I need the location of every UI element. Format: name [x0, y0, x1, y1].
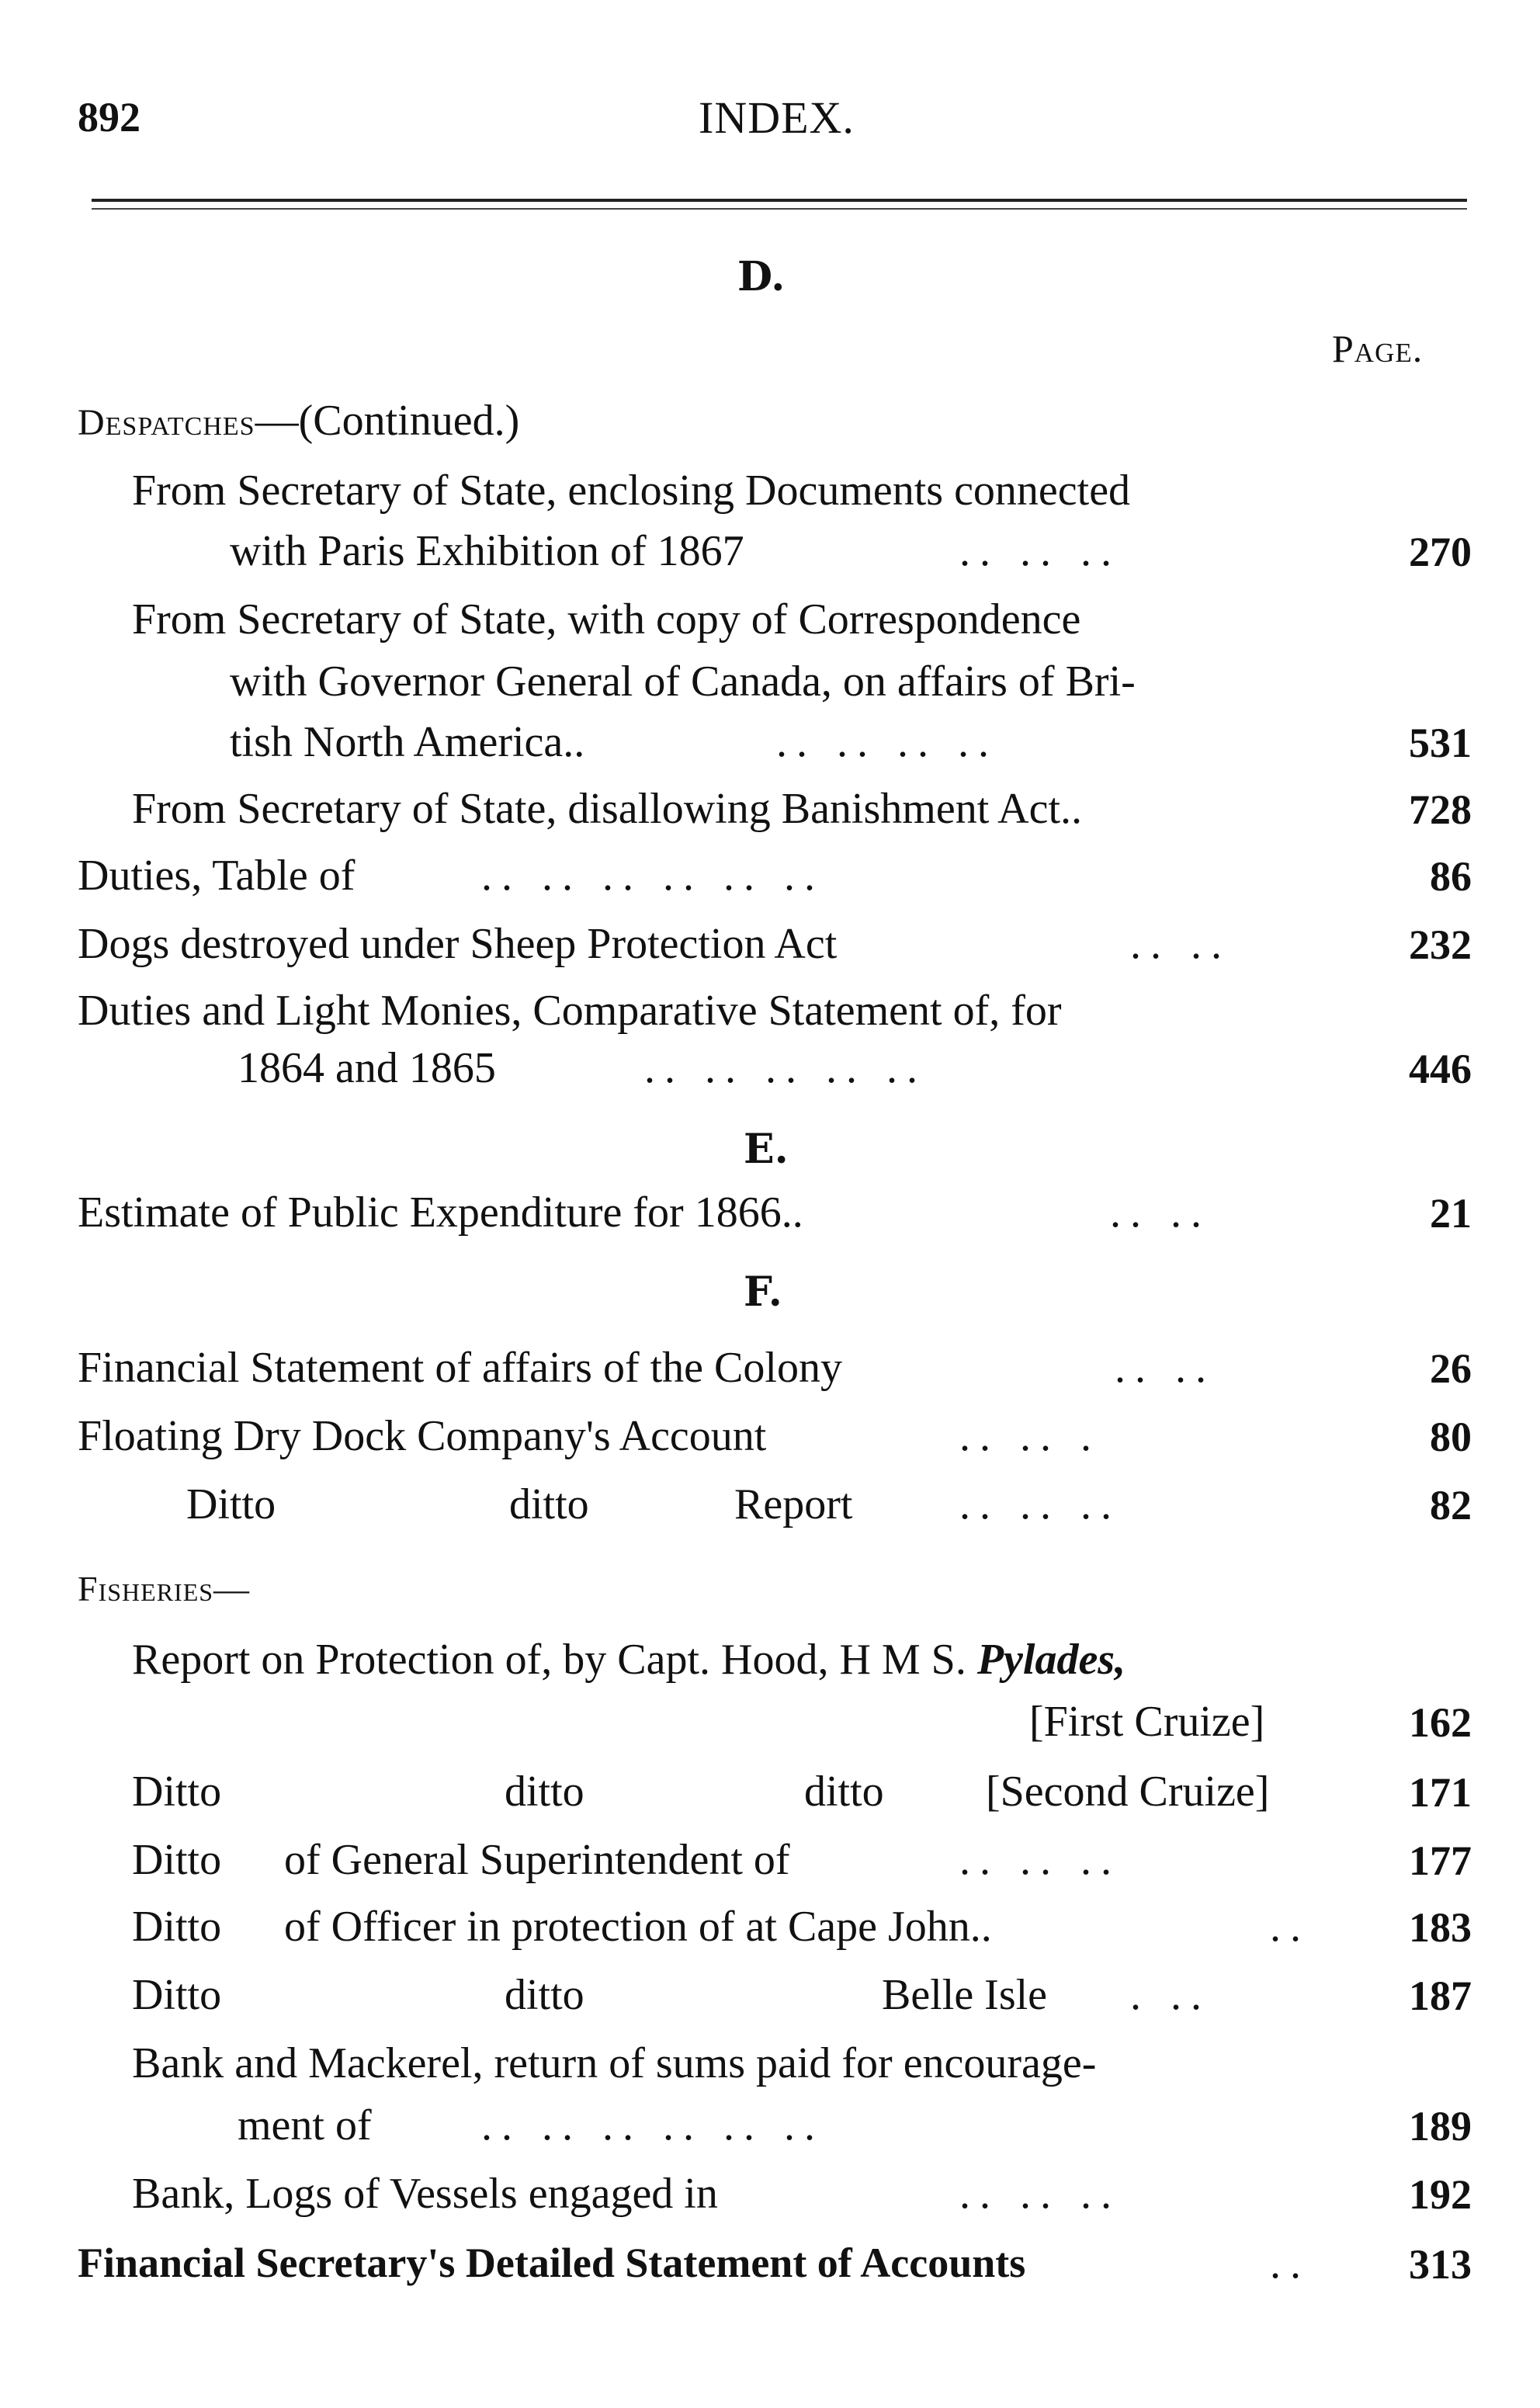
- section-letter-f: F.: [744, 1268, 782, 1316]
- index-entry-text: [Second Cruize]: [986, 1768, 1270, 1816]
- index-entry-text: ditto: [505, 1971, 584, 2019]
- index-entry-text: Bank and Mackerel, return of sums paid for encourage-: [132, 2039, 1097, 2087]
- index-entry-text: ditto: [509, 1480, 589, 1528]
- page-reference: 531: [1409, 720, 1472, 766]
- page-reference: 232: [1409, 921, 1472, 968]
- leader-dots: .. .. ..: [959, 1480, 1121, 1528]
- leader-dots: ..: [1270, 1903, 1310, 1951]
- leader-dots: .. ..: [1130, 920, 1231, 968]
- page-reference: 192: [1409, 2171, 1472, 2218]
- section-letter-e: E.: [744, 1126, 789, 1173]
- leader-dots: .. .. .. ..: [776, 718, 998, 766]
- index-entry-text: From Secretary of State, enclosing Documents connected: [132, 467, 1131, 515]
- page-reference: 270: [1409, 529, 1472, 575]
- page-reference: 313: [1409, 2241, 1472, 2288]
- page-reference: 177: [1409, 1837, 1472, 1884]
- index-entry-text: Ditto: [132, 1971, 222, 2019]
- index-entry-text: of Officer in protection of at Cape John..: [284, 1903, 992, 1951]
- index-entry-text: From Secretary of State, disallowing Banishment Act..: [132, 785, 1083, 833]
- index-entry-text: Ditto: [186, 1480, 276, 1528]
- page-reference: 171: [1409, 1769, 1472, 1816]
- page-reference: 80: [1430, 1414, 1472, 1460]
- leader-dots: . ..: [1130, 1971, 1211, 2019]
- leader-dots: .. .. .. .. .. ..: [481, 852, 824, 900]
- leader-dots: .. ..: [1110, 1188, 1211, 1237]
- page-reference: 183: [1409, 1904, 1472, 1951]
- index-entry-text: Duties, Table of: [78, 852, 356, 900]
- page-reference: 728: [1409, 786, 1472, 833]
- page-reference: 86: [1430, 853, 1472, 900]
- index-entry-text: [First Cruize]: [1029, 1698, 1265, 1746]
- page-number: 892: [78, 94, 140, 141]
- page-reference: 26: [1430, 1345, 1472, 1392]
- ship-name: Pylades,: [976, 1636, 1126, 1684]
- section-heading-fisheries: Fisheries—: [78, 1569, 251, 1608]
- heading-despatches: Despatches: [78, 402, 255, 443]
- index-entry-text: Report: [734, 1480, 853, 1528]
- leader-dots: .. ..: [1115, 1344, 1216, 1392]
- index-entry-text: [132, 1635, 1126, 1685]
- leader-dots: .. .. ..: [959, 2170, 1121, 2218]
- index-entry-text: From Secretary of State, with copy of Correspondence: [132, 595, 1081, 644]
- index-entry-text: tish North America..: [230, 718, 585, 766]
- index-entry-text: Dogs destroyed under Sheep Protection Act: [78, 920, 838, 968]
- entry-text-part: Report on Protection of, by Capt. Hood, H M S.: [132, 1636, 966, 1684]
- page-reference: 82: [1430, 1482, 1472, 1528]
- section-heading-despatches: [78, 396, 519, 446]
- index-entry-text: ment of: [238, 2101, 372, 2150]
- page-reference: 21: [1430, 1190, 1472, 1237]
- header-rule: [92, 199, 1467, 210]
- page-reference: 189: [1409, 2103, 1472, 2150]
- index-entry-text: Financial Statement of affairs of the Colony: [78, 1344, 842, 1392]
- leader-dots: .. .. ..: [959, 1836, 1121, 1884]
- index-entry-text: Bank, Logs of Vessels engaged in: [132, 2170, 718, 2218]
- index-entry-text: Belle Isle: [882, 1971, 1048, 2019]
- index-entry-text: of General Superintendent of: [284, 1836, 790, 1884]
- page-reference: 162: [1409, 1699, 1472, 1746]
- index-entry-text: ditto: [804, 1768, 884, 1816]
- index-entry-text: ditto: [505, 1768, 584, 1816]
- page-reference: 446: [1409, 1046, 1472, 1092]
- index-entry-text: with Paris Exhibition of 1867: [230, 527, 744, 575]
- index-entry-text: Financial Secretary's Detailed Statement of Accounts: [78, 2240, 1026, 2286]
- index-entry-text: Ditto: [132, 1903, 222, 1951]
- heading-continued: —(Continued.): [255, 397, 520, 445]
- index-entry-text: Floating Dry Dock Company's Account: [78, 1412, 767, 1460]
- section-letter-d: D.: [737, 253, 786, 300]
- leader-dots: .. .. .. .. ..: [644, 1044, 927, 1092]
- leader-dots: .. .. .: [959, 1412, 1101, 1460]
- running-title: INDEX.: [699, 92, 855, 143]
- leader-dots: .. .. ..: [959, 527, 1121, 575]
- index-entry-text: Duties and Light Monies, Comparative Statement of, for: [78, 987, 1062, 1035]
- page-reference: 187: [1409, 1973, 1472, 2019]
- page-column-label: Page.: [1332, 327, 1424, 370]
- leader-dots: ..: [1270, 2240, 1310, 2288]
- index-entry-text: Ditto: [132, 1836, 222, 1884]
- index-entry-text: 1864 and 1865: [238, 1044, 496, 1092]
- index-entry-text: Estimate of Public Expenditure for 1866..: [78, 1188, 803, 1237]
- index-entry-text: Ditto: [132, 1768, 222, 1816]
- leader-dots: .. .. .. .. .. ..: [481, 2101, 824, 2150]
- index-entry-text: with Governor General of Canada, on affairs of Bri-: [230, 658, 1136, 706]
